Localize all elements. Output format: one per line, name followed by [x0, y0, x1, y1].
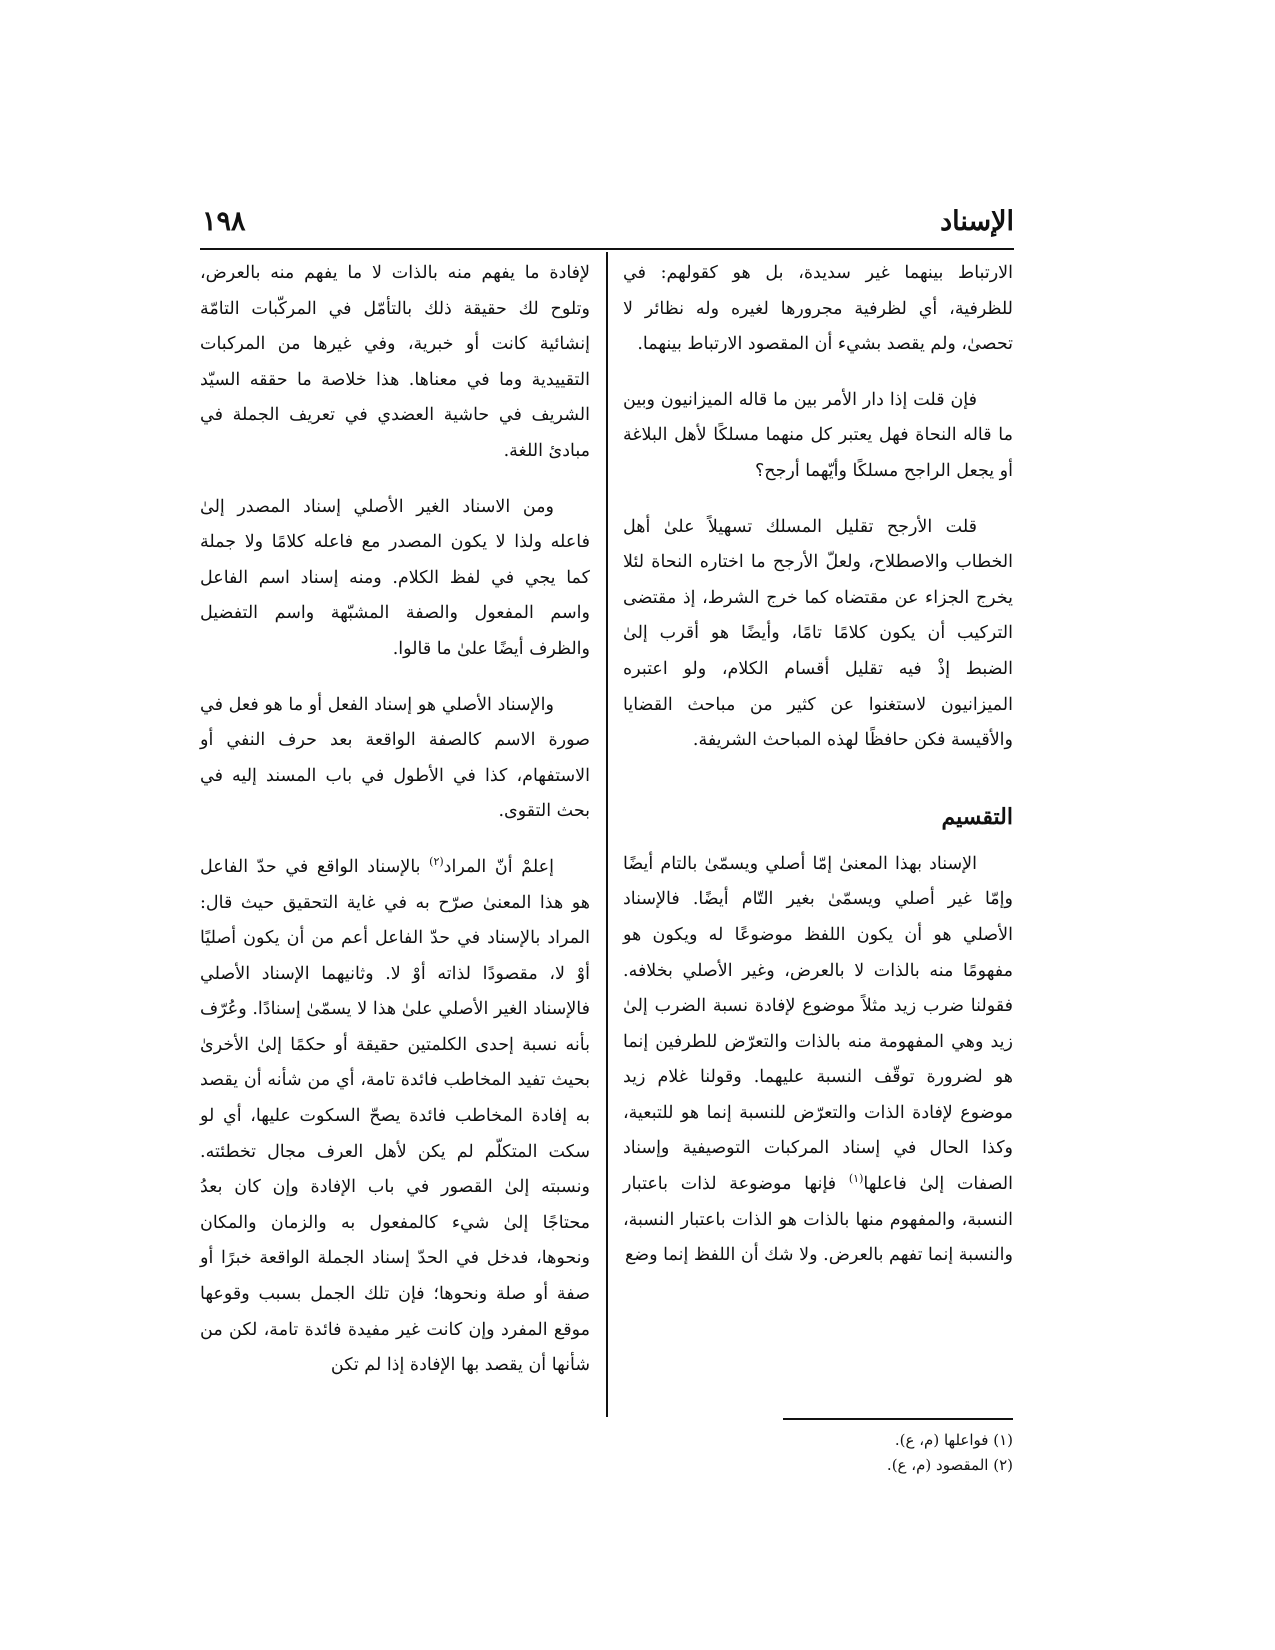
footnotes: [623, 1428, 1013, 1478]
left-paragraph-4-text-a: إعلمْ أنّ المراد: [443, 856, 554, 877]
footnote-marker-2: (٢): [429, 855, 444, 869]
left-paragraph-2: ومن الاسناد الغير الأصلي إسناد المصدر إلىٰ فاعله ولذا لا يكون المصدر مع فاعله كلامًا ولا جملة كما يجي في لفظ الكلام. ومنه إسناد اسم الفاعل واسم المفعول والصفة المشبّهة واسم التفضيل والظرف أيضًا علىٰ ما قالوا.: [200, 496, 590, 659]
right-paragraph-3: قلت الأرجح تقليل المسلك تسهيلاً علىٰ أهل الخطاب والاصطلاح، ولعلّ الأرجح ما اختاره النحاة لئلا يخرج الجزاء عن مقتضاه كما خرج الشرط، إذ مقتضى التركيب أن يكون كلامًا تامًا، وأيضًا هو أقرب إلىٰ الضبط إذْ فيه تقليل أقسام الكلام، ولو اعتبره الميزانيون لاستغنوا عن كثير من مباحث القضايا والأقيسة فكن حافظًا لهذه المباحث الشريفة.: [623, 516, 1013, 751]
right-column: [623, 256, 1013, 1294]
right-paragraph-4-text-b: فإنها موضوعة لذات باعتبار النسبة، والمفهوم منها بالذات هو الذات باعتبار النسبة، والنسبة إنما تفهم بالعرض. ولا شك أن اللفظ إنما وضع: [623, 1174, 1013, 1266]
left-paragraph-4: [200, 850, 590, 1384]
right-paragraph-4: [623, 847, 1013, 1274]
right-paragraph-1: الارتباط بينهما غير سديدة، بل هو كقولهم: في للظرفية، أي لظرفية مجرورها لغيره وله نظائر لا تحصىٰ، ولم يقصد بشيء أن المقصود الارتباط بينهما.: [623, 263, 1013, 355]
page-header: [200, 200, 1014, 244]
left-paragraph-1: لإفادة ما يفهم منه بالذات لا ما يفهم منه بالعرض، وتلوح لك حقيقة ذلك بالتأمّل في المركّبات التامّة إنشائية كانت أو خبرية، وفي غيرها من المركبات التقييدية وما في معناها. هذا خلاصة ما حققه السيّد الشريف في حاشية العضدي في تعريف الجملة في مبادئ اللغة.: [200, 263, 590, 461]
footnote-marker-1: (١): [848, 1172, 864, 1186]
column-divider: [606, 252, 608, 1417]
right-paragraph-4-text-a: الإسناد بهذا المعنىٰ إمّا أصلي ويسمّىٰ بالتام أيضًا وإمّا غير أصلي ويسمّىٰ بغير التّام أيضًا. فالإسناد الأصلي هو أن يكون اللفظ موضوعًا له ويكون هو مفهومًا منه بالذات لا بالعرض، وغير الأصلي بخلافه. فقولنا ضرب زيد مثلاً موضوع لإفادة نسبة الضرب إلىٰ زيد وهي المفهومة منه بالذات والتعرّض للطرفين إنما هو لضرورة توقّف النسبة عليهما. وقولنا غلام زيد موضوع لإفادة الذات والتعرّض للنسبة إنما هو للتبعية، وكذا الحال في إسناد المركبات التوصيفية وإسناد الصفات إلىٰ فاعلها: [623, 853, 1014, 1195]
running-head: الإسناد: [940, 206, 1014, 237]
left-paragraph-4-text-b: بالإسناد الواقع في حدّ الفاعل هو هذا المعنىٰ صرّح به في غاية التحقيق حيث قال: المراد بالإسناد في حدّ الفاعل أعم من أن يكون أصليًا أوْ لا، مقصودًا لذاته أوْ لا. وثانيهما الإسناد الأصلي فالإسناد الغير الأصلي علىٰ هذا لا يسمّىٰ إسنادًا. وعُرّف بأنه نسبة إحدى الكلمتين حقيقة أو حكمًا إلىٰ الأخرىٰ بحيث تفيد المخاطب فائدة تامة، أي من شأنه أن يقصد به إفادة المخاطب فائدة يصحّ السكوت عليها، أي لو سكت المتكلّم لم يكن لأهل العرف مجال تخطئته. ونسبته إلىٰ القصور في باب الإفادة وإن كان بعدُ محتاجًا إلىٰ شيء كالمفعول به والزمان والمكان ونحوها، فدخل في الحدّ إسناد الجملة الواقعة خبرًا أو صفة أو صلة ونحوها؛ فإن تلك الجمل بسبب وقوعها موقع المفرد وإن كانت غير مفيدة فائدة تامة، لكن من شأنها أن يقصد بها الإفادة إذا لم تكن: [200, 856, 590, 1376]
left-paragraph-3: والإسناد الأصلي هو إسناد الفعل أو ما هو فعل في صورة الاسم كالصفة الواقعة بعد حرف النفي أو الاستفهام، كذا في الأطول في باب المسند إليه في بحث التقوى.: [200, 694, 590, 822]
footnote-rule: [783, 1418, 1013, 1420]
page-number: ١٩٨: [202, 206, 246, 237]
right-paragraph-2: فإن قلت إذا دار الأمر بين ما قاله الميزانيون وبين ما قاله النحاة فهل يعتبر كل منهما مسلكًا لأهل البلاغة أو يجعل الراجح مسلكًا وأيّهما أرجح؟: [623, 389, 1013, 481]
footnote-1: (١) فواعلها (م، ع).: [894, 1431, 1013, 1449]
section-heading: التقسيم: [941, 803, 1013, 830]
left-column: [200, 256, 590, 1404]
header-rule: [200, 248, 1014, 250]
footnote-2: (٢) المقصود (م، ع).: [886, 1456, 1013, 1474]
